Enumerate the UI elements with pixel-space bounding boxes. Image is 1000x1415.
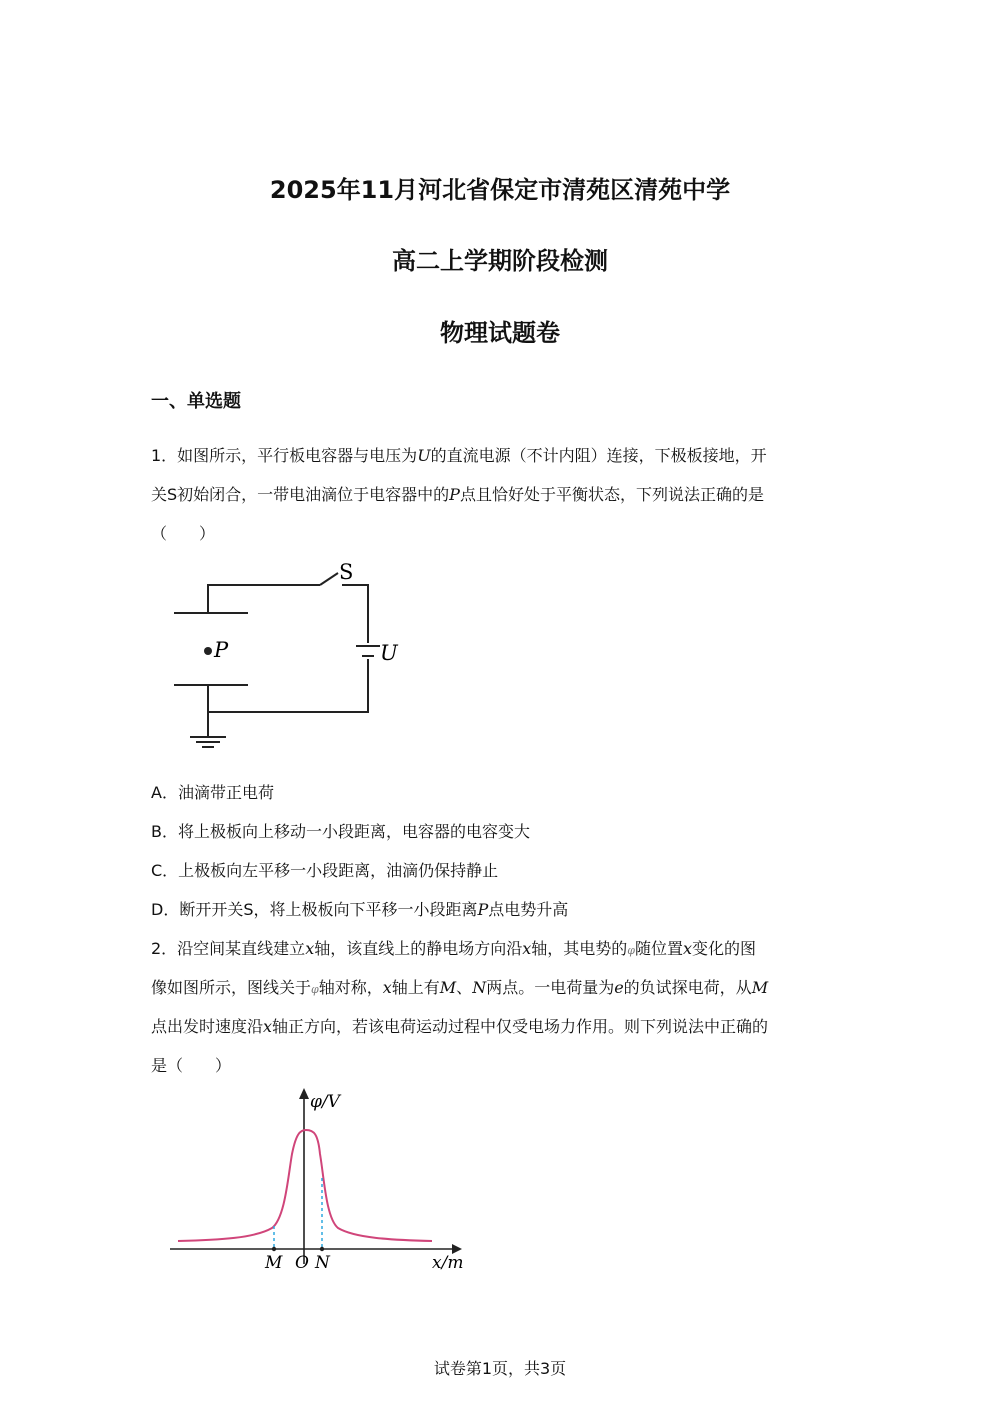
switch-blade	[320, 573, 338, 585]
q2-line-3: 点出发时速度沿x轴正方向，若该电荷运动过程中仅受电场力作用。则下列说法中正确的	[151, 1017, 769, 1036]
q1-line-3: （ ）	[151, 524, 216, 543]
x-axis-label: x/m	[432, 1253, 464, 1273]
oil-drop	[204, 647, 212, 655]
m-point	[272, 1247, 276, 1251]
o-label: O	[295, 1253, 309, 1273]
q1-line-1: 1．如图所示，平行板电容器与电压为U的直流电源（不计内阻）连接，下极板接地，开	[151, 446, 767, 465]
q2-line-1: 2．沿空间某直线建立x轴，该直线上的静电场方向沿x轴，其电势的φ随位置x变化的图	[151, 939, 757, 958]
top-wire	[208, 585, 320, 613]
point-p-label: P	[214, 638, 229, 662]
n-label: N	[315, 1253, 330, 1273]
y-axis-arrow	[299, 1088, 309, 1099]
page-footer: 试卷第1页，共3页	[433, 1359, 567, 1378]
q1-option-c: C．上极板向左平移一小段距离，油滴仍保持静止	[151, 861, 499, 880]
title-line-1: 2025年11月河北省保定市清苑区清苑中学	[269, 176, 731, 204]
title-line-2: 高二上学期阶段检测	[392, 247, 608, 275]
potential-graph-figure	[160, 1082, 470, 1277]
y-axis-label: φ/V	[310, 1092, 340, 1112]
switch-label: S	[339, 560, 354, 584]
section-heading: 一、单选题	[151, 391, 241, 412]
q2-line-4: 是（ ）	[151, 1056, 232, 1075]
q1-option-b: B．将上极板向上移动一小段距离，电容器的电容变大	[151, 822, 530, 841]
n-point	[320, 1247, 324, 1251]
title-line-3: 物理试题卷	[440, 319, 560, 347]
voltage-label: U	[380, 641, 398, 665]
m-label: M	[265, 1253, 283, 1273]
q2-line-2: 像如图所示，图线关于φ轴对称，x轴上有M、N两点。一电荷量为e的负试探电荷，从M	[151, 978, 769, 997]
capacitor-circuit-figure	[160, 555, 420, 755]
potential-curve	[178, 1130, 432, 1241]
q1-line-2: 关S初始闭合，一带电油滴位于电容器中的P点且恰好处于平衡状态，下列说法正确的是	[151, 485, 764, 504]
q1-option-a: A．油滴带正电荷	[151, 783, 274, 802]
right-wire-top	[342, 585, 368, 643]
q1-option-d: D．断开开关S，将上极板向下平移一小段距离P点电势升高	[151, 900, 569, 919]
